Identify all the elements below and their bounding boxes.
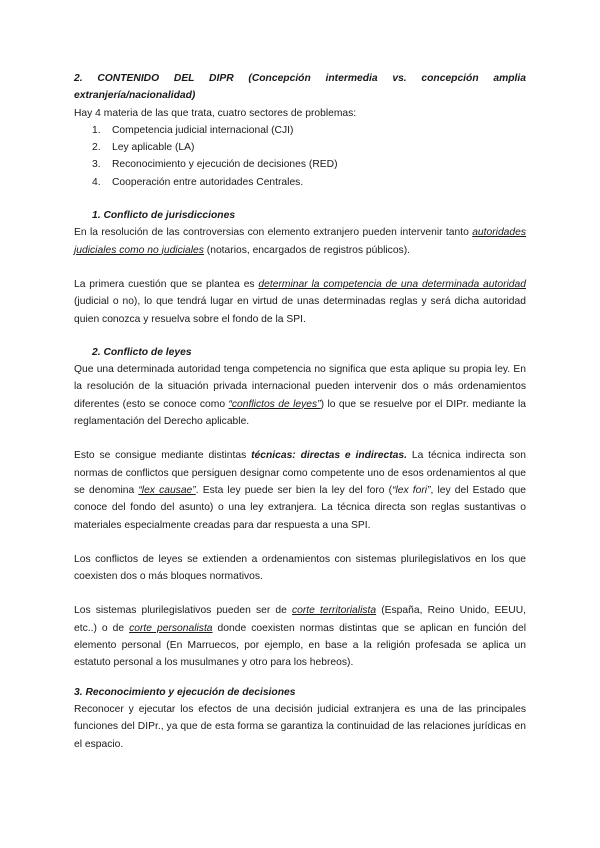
- list-item: [74, 122, 526, 139]
- section-heading-contenido: 2. CONTENIDO DEL DIPR (Concepción intermedia vs. concepción amplia: [74, 73, 526, 84]
- subheading-reconocimiento: 3. Reconocimiento y ejecución de decisiones: [74, 686, 296, 698]
- text: La técnica indirecta son normas de conflictos que persiguen designar como competente uno de esos ordenamientos al que se denomina: [74, 450, 526, 496]
- text: (España, Reino Unido, EEUU, etc..) o de: [74, 605, 526, 634]
- text: (notarios, encargados de registros públicos).: [203, 244, 410, 256]
- text: Que una determinada autoridad tenga competencia no significa que esta aplique su propia ley. En la resolución de la situación privada internacional pueden intervenir dos o más ordenamientos diferentes (esto se conoce como: [74, 364, 526, 410]
- paragraph: [74, 276, 526, 328]
- text: En la resolución de las controversias con elemento extranjero pueden intervenir tanto: [74, 227, 473, 239]
- text: La primera cuestión que se plantea es: [74, 278, 259, 290]
- list-number: 1.: [92, 124, 101, 136]
- text: , ley del Estado que conoce del fondo del asunto) o una ley extranjera. La técnica directa son reglas sustantivas o materiales especialmente creadas para dar respuesta a una SPI.: [74, 484, 527, 531]
- document-page: [74, 70, 526, 753]
- list-number: 3.: [92, 159, 101, 171]
- paragraph: [74, 447, 526, 533]
- paragraph: Reconocer y ejecutar los efectos de una decisión judicial extranjera es una de las principales funciones del DIPr., ya que de esta forma se garantiza la continuidad de las relaciones jurídicas en el espacio.: [74, 703, 526, 750]
- subheading-conflicto-leyes: 2. Conflicto de leyes: [92, 346, 192, 358]
- underlined-text: “conflictos de leyes”: [228, 398, 321, 410]
- paragraph: Los conflictos de leyes se extienden a ordenamientos con sistemas plurilegislativos en los que coexisten dos o más bloques normativos.: [74, 553, 526, 583]
- text: ) lo que se resuelve por el DIPr. mediante la reglamentación del Derecho aplicable.: [74, 398, 526, 428]
- list-item: [74, 139, 526, 156]
- underlined-text: corte territorialista: [291, 605, 377, 617]
- underlined-text: autoridades judiciales como no judiciales: [74, 227, 526, 256]
- section-heading-contenido-cont: extranjería/nacionalidad): [74, 90, 196, 102]
- list-label: Ley aplicable (LA): [112, 142, 195, 154]
- list-item: [74, 156, 526, 173]
- subheading-conflicto-jurisdicciones: 1. Conflicto de jurisdicciones: [92, 210, 236, 222]
- list-label: Reconocimiento y ejecución de decisiones (RED): [112, 159, 338, 171]
- list-item: [74, 174, 526, 191]
- text: donde coexisten normas distintas que se aplican en función del elemento personal (En Marruecos, por ejemplo, en base a la religión profesada se aplica un estatuto personal a los musulmanes y otro para los hebreos).: [74, 622, 526, 669]
- section-intro: Hay 4 materia de las que trata, cuatro sectores de problemas:: [74, 107, 357, 119]
- sectors-list: [74, 122, 526, 191]
- text: Los sistemas plurilegislativos pueden ser de: [74, 605, 292, 617]
- underlined-text: corte personalista: [129, 622, 213, 634]
- list-label: Competencia judicial internacional (CJI): [112, 124, 294, 136]
- underlined-text: determinar la competencia de una determinada autoridad: [258, 278, 526, 290]
- list-number: 4.: [92, 176, 101, 188]
- paragraph: [74, 602, 526, 671]
- bold-text: técnicas: directas e indirectas.: [251, 450, 407, 462]
- underlined-text: “lex causae”: [138, 484, 196, 496]
- text: (judicial o no), lo que tendrá lugar en virtud de unas determinadas reglas y será dicha autoridad quien conozca y resuelva sobre el fondo de la SPI.: [74, 296, 526, 325]
- italic-text: “lex fori”: [392, 484, 431, 496]
- paragraph: [74, 224, 526, 259]
- text: Esto se consigue mediante distintas: [74, 450, 252, 462]
- text: . Esta ley puede ser bien la ley del foro (: [195, 484, 393, 496]
- paragraph: [74, 361, 526, 430]
- list-label: Cooperación entre autoridades Centrales.: [112, 176, 304, 188]
- list-number: 2.: [92, 142, 101, 154]
